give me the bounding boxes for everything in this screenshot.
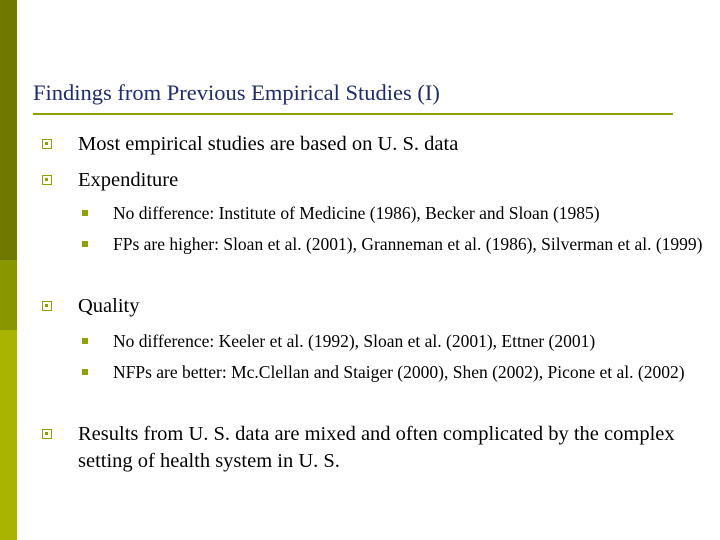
- sub-bullet-text: No difference: Keeler et al. (1992), Sloan et al. (2001), Ettner (2001): [113, 331, 596, 351]
- bullet-box-icon: [42, 175, 52, 185]
- slide-title: Findings from Previous Empirical Studies (I): [33, 80, 440, 105]
- bullet-text: Most empirical studies are based on U. S. data: [78, 133, 459, 155]
- bullet-text: Results from U. S. data are mixed and often complicated by the complex setting of health system in U. S.: [78, 423, 675, 472]
- sub-bullet-square-icon: [82, 338, 88, 344]
- sub-bullet-text: No difference: Institute of Medicine (1986), Becker and Sloan (1985): [113, 203, 600, 223]
- sub-bullet-square-icon: [82, 241, 88, 247]
- bullet-text: Quality: [78, 295, 140, 317]
- sub-bullet-text: NFPs are better: Mc.Clellan and Staiger (2000), Shen (2002), Picone et al. (2002): [113, 362, 685, 382]
- sub-bullet-square-icon: [82, 369, 88, 375]
- sub-bullet-square-icon: [82, 210, 88, 216]
- bullet-box-icon: [42, 139, 52, 149]
- bullet-text: Expenditure: [78, 169, 179, 191]
- sub-bullet-text: FPs are higher: Sloan et al. (2001), Granneman et al. (1986), Silverman et al. (1999): [113, 234, 703, 254]
- bullet-box-icon: [42, 301, 52, 311]
- bullet-box-icon: [42, 429, 52, 439]
